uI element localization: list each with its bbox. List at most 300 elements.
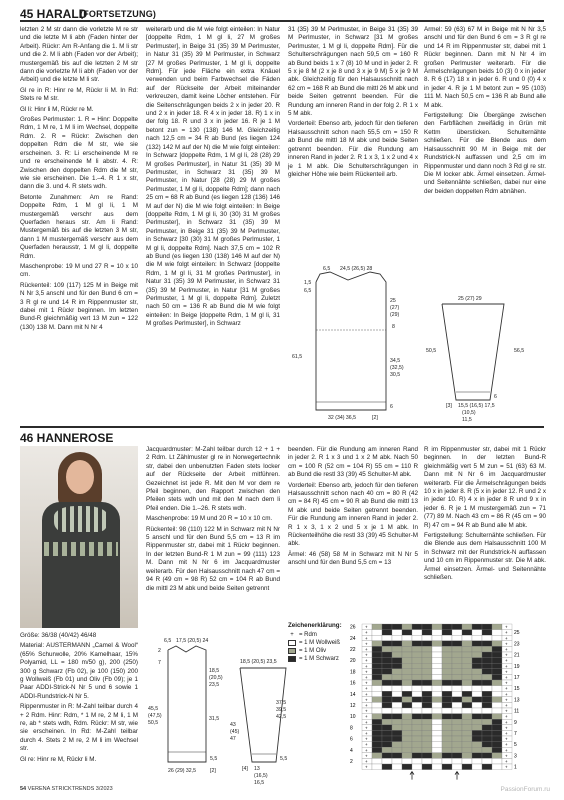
paragraph: Gl li: Hinr li M, Rückr re M. <box>20 105 94 113</box>
chart-cell <box>432 719 442 725</box>
swatch-olive <box>288 648 296 654</box>
row-number: 19 <box>514 663 520 670</box>
chart-cell <box>382 719 392 725</box>
chart-cell <box>412 669 422 675</box>
chart-cell <box>472 663 482 669</box>
section-subtitle: (FORTSETZUNG) <box>80 9 157 19</box>
chart-cell <box>462 691 472 697</box>
dim-label: [4] <box>242 766 248 772</box>
chart-cell <box>372 753 382 759</box>
chart-cell <box>372 674 382 680</box>
row-number: 1 <box>514 764 517 771</box>
dim-label: 1,5 <box>304 280 312 286</box>
edge-stitch-mark: + <box>365 703 368 708</box>
chart-cell <box>412 630 422 636</box>
chart-cell <box>462 680 472 686</box>
chart-cell <box>382 747 392 753</box>
chart-cell <box>372 624 382 630</box>
chart-cell <box>482 714 492 720</box>
edge-stitch-mark: + <box>505 669 508 675</box>
chart-cell <box>432 663 442 669</box>
chart-cell <box>412 736 422 742</box>
dim-label: 50,5 <box>426 348 437 354</box>
edge-stitch-mark: + <box>365 759 368 764</box>
chart-cell <box>482 753 492 759</box>
chart-cell <box>432 730 442 736</box>
chart-cell <box>422 669 432 675</box>
chart-cell <box>482 669 492 675</box>
chart-cell <box>462 714 472 720</box>
chart-cell <box>402 635 412 641</box>
chart-cell <box>382 742 392 748</box>
chart-cell <box>452 635 462 641</box>
chart-cell <box>432 669 442 675</box>
jacquard-chart <box>350 622 526 782</box>
edge-stitch-mark: + <box>365 742 368 748</box>
chart-cell <box>402 764 412 770</box>
chart-cell <box>462 736 472 742</box>
chart-cell <box>482 635 492 641</box>
legend-item <box>288 639 348 647</box>
chart-cell <box>452 736 462 742</box>
instructions-column-1 <box>20 26 138 418</box>
chart-cell <box>412 725 422 731</box>
dim-label: 25 (27) 29 <box>458 296 482 302</box>
dim-label: 50,5 <box>148 720 159 726</box>
chart-cell <box>412 758 422 764</box>
chart-cell <box>462 624 472 630</box>
paragraph: Größe: 36/38 (40/42) 46/48 <box>20 632 97 639</box>
paragraph: Rückenteil: 98 (110) 122 M in Schwarz mit N Nr 5 anschl und für den Bund 5,5 cm = 13 R im Rippenmuster str, dabei mit 1 Rückr beginnen. In der letzten Bund-R 1 M zun = 99 (111) 123 M. Dann mit N Nr 6 im Jacquardmuster weiterarb. Für den Halsausschnitt nach 47 cm = 94 R (49 cm = 98 R) 52 cm = 104 R ab Bund die mittl 23 M abk und beide Seiten getrennt <box>146 525 280 592</box>
chart-cell <box>432 725 442 731</box>
chart-cell <box>372 663 382 669</box>
edge-stitch-mark: + <box>505 686 508 692</box>
chart-cell <box>402 697 412 703</box>
chart-cell <box>492 697 502 703</box>
chart-cell <box>382 753 392 759</box>
chart-cell <box>492 691 502 697</box>
edge-stitch-mark: + <box>505 708 508 714</box>
instructions-column-3 <box>288 26 418 222</box>
chart-cell <box>382 658 392 664</box>
chart-cell <box>432 630 442 636</box>
chart-cell <box>392 624 402 630</box>
dim-label: 30,5 <box>390 372 401 378</box>
dim-label: 56,5 <box>514 348 525 354</box>
chart-cell <box>442 669 452 675</box>
chart-cell <box>372 630 382 636</box>
chart-cell <box>482 624 492 630</box>
chart-cell <box>472 719 482 725</box>
chart-cell <box>492 646 502 652</box>
chart-cell <box>412 753 422 759</box>
edge-stitch-mark: + <box>365 736 368 742</box>
chart-cell <box>412 747 422 753</box>
harald-sleeve-schematic <box>424 292 546 424</box>
dim-label: 31,5 <box>209 716 220 722</box>
chart-cell <box>392 708 402 714</box>
chart-cell <box>452 669 462 675</box>
chart-cell <box>442 674 452 680</box>
instructions-column-2 <box>146 26 280 424</box>
chart-cell <box>412 652 422 658</box>
chart-legend <box>288 622 348 682</box>
chart-cell <box>372 708 382 714</box>
row-number: 7 <box>514 731 517 737</box>
chart-cell <box>422 635 432 641</box>
chart-cell <box>452 630 462 636</box>
chart-cell <box>372 742 382 748</box>
chart-cell <box>482 736 492 742</box>
chart-cell <box>412 674 422 680</box>
chart-cell <box>412 658 422 664</box>
dim-label: 15,5 (16,5) 17,5 <box>458 403 495 409</box>
page-footer <box>20 786 113 792</box>
chart-cell <box>492 753 502 759</box>
chart-cell <box>392 764 402 770</box>
edge-stitch-mark: + <box>505 731 508 736</box>
paragraph: 31 (35) 39 M Perlmuster, in Beige 31 (35) 39 M Perlmuster, in Schwarz [31 M großes Perlmuster, 1 M gl li, doppelte Rdm]. Für die Schulterschrägungen nach 59,5 cm = 160 R ab Bund beids 1 x 7 (8) 10 M und in jeder 2. R 5 x je 8 M (2 x je 8 und 3 x je 9 M) 5 x je 9 M abk. Gleichzeitig für den Halsausschnitt nach 62 cm = 168 R ab Bund die mittl 26 M abk und beide Seiten getrennt beenden. Für die Rundung am inneren Rand in der folg 2. R 1 x 5 M abk. <box>288 26 418 118</box>
edge-stitch-mark: + <box>505 764 508 770</box>
edge-stitch-mark: + <box>365 630 368 636</box>
chart-cell <box>402 753 412 759</box>
edge-stitch-mark: + <box>365 686 368 692</box>
chart-cell <box>462 702 472 708</box>
magazine-name: VERENA STRICKTRENDS 3/2023 <box>27 786 113 792</box>
chart-cell <box>392 747 402 753</box>
chart-cell <box>482 674 492 680</box>
paragraph: Rippenmuster in R: M-Zahl teilbar durch 4 + 2 Rdm. Hinr: Rdm, * 1 M re, 2 M li, 1 M re, ab * stets wdh, Rdm. Rückr: M str, wie sie erscheinen. In Rd: M-Zahl teilbar durch 4. Stets 2 M re, 2 M li im Wechsel str. <box>20 703 138 753</box>
chart-cell <box>492 730 502 736</box>
chart-cell <box>402 730 412 736</box>
chart-cell <box>382 635 392 641</box>
chart-cell <box>412 697 422 703</box>
chart-cell <box>422 747 432 753</box>
chart-cell <box>482 725 492 731</box>
chart-cell <box>492 669 502 675</box>
row-number: 3 <box>514 753 517 760</box>
section-title: 46 HANNEROSE <box>20 431 114 445</box>
chart-cell <box>412 714 422 720</box>
edge-stitch-mark: + <box>365 669 368 675</box>
chart-cell <box>442 725 452 731</box>
chart-cell <box>492 747 502 753</box>
chart-cell <box>402 742 412 748</box>
chart-cell <box>432 624 442 630</box>
chart-cell <box>452 719 462 725</box>
edge-stitch-mark: + <box>365 652 368 658</box>
chart-cell <box>432 680 442 686</box>
paragraph: Maschenprobe: 19 M und 20 R = 10 x 10 cm. <box>146 515 273 523</box>
chart-cell <box>452 674 462 680</box>
section-header-46 <box>20 426 544 445</box>
edge-stitch-mark: + <box>505 652 508 658</box>
chart-cell <box>392 714 402 720</box>
chart-cell <box>412 641 422 647</box>
chart-cell <box>372 652 382 658</box>
row-number: 8 <box>350 725 353 732</box>
chart-cell <box>462 630 472 636</box>
paragraph: Betonte Zunahmen: Am re Rand: Doppelte Rdm, 1 M gl li, 1 M mustergemäß verschr aus dem Querfaden heraus str. Am li Rand: Mustergemäß bis auf die letzten 3 M str, dann 1 M mustergemäß verschr aus dem Querfaden herausstr, 1 M gl li, doppelte Rdm. <box>20 193 138 260</box>
chart-cell <box>402 714 412 720</box>
chart-cell <box>452 646 462 652</box>
watermark: PassionForum.ru <box>500 786 550 793</box>
dim-label: 24,5 (26,5) 28 <box>340 266 373 272</box>
chart-cell <box>492 680 502 686</box>
chart-cell <box>462 663 472 669</box>
chart-cell <box>492 758 502 764</box>
row-number: 2 <box>350 759 353 765</box>
paragraph: Material: AUSTERMANN „Camel & Wool“ (65% Schurwolle, 20% Kamelhaar, 15% Polyamid, LL = 180 m/50 g), 200 (250) 300 g Schwarz (Fb 02), je 100 (150) 200 g Wollweiß (Fb 01) und Oliv (Fb 09); je 1 Paar ADDI-Strick-N Nr 5 und 6 sowie 1 ADDI-Rundstrick-N Nr 5. <box>20 642 138 700</box>
dim-label: (45) <box>230 729 240 735</box>
chart-cell <box>372 686 382 692</box>
edge-stitch-mark: + <box>505 691 508 697</box>
chart-cell <box>432 646 442 652</box>
chart-cell <box>462 674 472 680</box>
chart-cell <box>412 686 422 692</box>
chart-cell <box>402 702 412 708</box>
chart-cell <box>422 753 432 759</box>
chart-cell <box>432 736 442 742</box>
chart-cell <box>472 674 482 680</box>
chart-cell <box>472 697 482 703</box>
row-number: 26 <box>350 624 356 631</box>
chart-cell <box>492 658 502 664</box>
chart-cell <box>492 736 502 742</box>
chart-cell <box>432 658 442 664</box>
chart-cell <box>402 646 412 652</box>
chart-cell <box>442 758 452 764</box>
chart-cell <box>462 758 472 764</box>
chart-cell <box>392 758 402 764</box>
chart-cell <box>442 708 452 714</box>
edge-stitch-symbol: + <box>290 632 294 638</box>
chart-cell <box>472 742 482 748</box>
chart-cell <box>382 730 392 736</box>
dim-label: 6,5 <box>323 266 331 272</box>
chart-cell <box>462 708 472 714</box>
chart-cell <box>442 719 452 725</box>
chart-cell <box>372 719 382 725</box>
edge-stitch-mark: + <box>505 663 508 669</box>
materials-column <box>20 632 138 778</box>
chart-cell <box>462 742 472 748</box>
dim-label: (20,5) <box>209 675 223 681</box>
chart-cell <box>482 730 492 736</box>
chart-cell <box>402 719 412 725</box>
chart-cell <box>382 646 392 652</box>
chart-cell <box>392 641 402 647</box>
chart-cell <box>432 708 442 714</box>
chart-cell <box>372 669 382 675</box>
edge-stitch-mark: + <box>505 759 508 764</box>
chart-cell <box>382 663 392 669</box>
legend-item <box>288 655 348 663</box>
chart-cell <box>372 714 382 720</box>
chart-cell <box>372 646 382 652</box>
instructions-column-6 <box>288 446 418 620</box>
dim-label: 42,5 <box>276 714 287 720</box>
chart-cell <box>382 686 392 692</box>
edge-stitch-mark: + <box>365 725 368 731</box>
chart-cell <box>432 674 442 680</box>
chart-cell <box>472 758 482 764</box>
edge-stitch-mark: + <box>365 624 368 630</box>
chart-cell <box>412 719 422 725</box>
chart-cell <box>492 764 502 770</box>
paragraph: Ärmel: 59 (63) 67 M in Beige mit N Nr 3,5 anschl und für den Bund 6 cm = 3 R gl re und 14 R im Rippenmuster str, dabei mit 1 Rückr beginnen. Dann mit N Nr 4 im großen Perlmuster weiterarb. Für die Ärmelschrägungen beids 10 (3) 0 x in jeder 8. R 6 (17) 18 x in jeder 6. R und 0 (0) 4 x in jeder 4. R je 1 M betont zun = 95 (103) 111 M. Nach 50,5 cm = 136 R ab Bund alle M abk. <box>424 26 546 109</box>
dim-label: 61,5 <box>292 354 303 360</box>
row-number: 25 <box>514 630 520 637</box>
dim-label: 23,5 <box>209 682 220 688</box>
chart-cell <box>392 691 402 697</box>
dim-label: 25 <box>390 298 396 304</box>
dim-label: 8 <box>392 324 395 330</box>
chart-cell <box>412 691 422 697</box>
chart-cell <box>462 719 472 725</box>
edge-stitch-mark: + <box>505 624 508 630</box>
chart-cell <box>452 652 462 658</box>
chart-cell <box>452 758 462 764</box>
chart-cell <box>452 702 462 708</box>
paragraph: Ärmel: 46 (58) 58 M in Schwarz mit N Nr 5 anschl und für den Bund 5,5 cm = 13 <box>288 550 418 567</box>
paragraph: beenden. Für die Rundung am inneren Rand in jeder 2. R 1 x 3 und 1 x 2 M abk. Nach 50 cm = 100 R (52 cm = 104 R) 55 cm = 110 R ab Bund die restl 33 (39) 45 Schulter-M abk. <box>288 446 418 479</box>
row-number: 16 <box>350 680 356 687</box>
chart-cell <box>482 652 492 658</box>
chart-cell <box>452 725 462 731</box>
chart-cell <box>382 697 392 703</box>
edge-stitch-mark: + <box>365 635 368 641</box>
dim-label: 2 <box>158 648 161 654</box>
chart-cell <box>452 708 462 714</box>
chart-cell <box>472 641 482 647</box>
row-number: 20 <box>350 658 356 665</box>
chart-cell <box>462 747 472 753</box>
chart-cell <box>402 736 412 742</box>
chart-cell <box>392 736 402 742</box>
chart-cell <box>422 742 432 748</box>
chart-cell <box>422 652 432 658</box>
chart-cell <box>412 702 422 708</box>
chart-cell <box>402 674 412 680</box>
chart-cell <box>372 730 382 736</box>
swatch-black <box>288 656 296 662</box>
chart-cell <box>442 714 452 720</box>
chart-cell <box>432 758 442 764</box>
chart-cell <box>422 714 432 720</box>
dim-label: 11,5 <box>462 417 472 423</box>
chart-cell <box>372 641 382 647</box>
swatch-white <box>288 640 296 646</box>
row-number: 23 <box>514 641 520 648</box>
row-number: 22 <box>350 647 356 653</box>
row-number: 6 <box>350 736 353 743</box>
section-title: 45 HARALD <box>20 7 88 21</box>
edge-stitch-mark: + <box>505 753 508 759</box>
dim-label: (10,5) <box>462 410 476 416</box>
chart-cell <box>452 747 462 753</box>
chart-cell <box>402 680 412 686</box>
hannerose-body-schematic <box>146 636 226 786</box>
dim-label: 37,5 <box>276 700 287 706</box>
edge-stitch-mark: + <box>505 703 508 708</box>
dim-label: 6 <box>494 394 497 400</box>
chart-cell <box>452 764 462 770</box>
chart-cell <box>402 641 412 647</box>
dim-label: (32,5) <box>390 365 404 371</box>
chart-cell <box>492 641 502 647</box>
chart-cell <box>382 764 392 770</box>
chart-cell <box>472 652 482 658</box>
chart-cell <box>382 674 392 680</box>
paragraph: letzten 2 M str dann die vorletzte M re str und die letzte M li abh (Faden hinter der Arbeit). Rückr: Am R-Anfang die 1. M li str und die 2. M li abh (Faden vor der Arbeit); mustergemäß bis auf die letzten 2 M str dann die vorletzte M li abh (Faden vor der Arbeit) und die letzte M li str. <box>20 26 138 84</box>
chart-cell <box>422 764 432 770</box>
chart-cell <box>442 658 452 664</box>
chart-cell <box>482 691 492 697</box>
paragraph: Vorderteil: Ebenso arb, jedoch für den tieferen Halsausschnitt schon nach 40 cm = 80 R (42 cm = 84 R) 45 cm = 90 R ab Bund die mittl 13 M abk und beide Seiten getrennt beenden. Für die Rundung am inneren Rand in jeder 2. R 1 x 3, 1 x 2 und 5 x je 1 M abk. In Rückenteilhöhe die restl 33 (39) 45 Schulter-M abk. <box>288 481 418 548</box>
chart-cell <box>392 725 402 731</box>
chart-cell <box>462 764 472 770</box>
edge-stitch-mark: + <box>505 725 508 731</box>
chart-cell <box>492 630 502 636</box>
chart-cell <box>422 736 432 742</box>
chart-cell <box>372 725 382 731</box>
chart-cell <box>422 680 432 686</box>
chart-cell <box>432 702 442 708</box>
chart-cell <box>492 742 502 748</box>
chart-cell <box>432 714 442 720</box>
chart-cell <box>392 669 402 675</box>
chart-cell <box>442 764 452 770</box>
edge-stitch-mark: + <box>365 731 368 736</box>
chart-cell <box>402 758 412 764</box>
chart-cell <box>392 697 402 703</box>
paragraph: Gl re in R: Hinr re M, Rückr li M. In Rd: Stets re M str. <box>20 86 138 103</box>
edge-stitch-mark: + <box>505 658 508 664</box>
edge-stitch-mark: + <box>365 663 368 669</box>
chart-cell <box>452 663 462 669</box>
dim-label: (27) <box>390 305 400 311</box>
edge-stitch-mark: + <box>505 680 508 686</box>
chart-cell <box>442 646 452 652</box>
chart-cell <box>442 697 452 703</box>
chart-cell <box>372 635 382 641</box>
chart-cell <box>482 697 492 703</box>
edge-stitch-mark: + <box>365 680 368 686</box>
row-number: 12 <box>350 703 356 709</box>
chart-cell <box>382 708 392 714</box>
dim-label: 16,5 <box>254 780 265 786</box>
paragraph: Vorderteil: Ebenso arb, jedoch für den tieferen Halsausschnitt schon nach 55,5 cm = 150 R ab Bund die mittl 18 M abk und beide Seiten getrennt beenden. Für die Rundung am inneren Rand in jeder 2. R 1 x 3, 1 x 2 und 4 x je 1 M abk. Die Schulterschrägungen in gleicher Höhe wie beim Rückenteil arb. <box>288 120 418 178</box>
chart-cell <box>452 753 462 759</box>
chart-cell <box>482 630 492 636</box>
chart-cell <box>462 641 472 647</box>
chart-cell <box>382 641 392 647</box>
chart-cell <box>482 747 492 753</box>
edge-stitch-mark: + <box>505 742 508 748</box>
row-number: 5 <box>514 742 517 749</box>
chart-cell <box>472 725 482 731</box>
edge-stitch-mark: + <box>505 736 508 742</box>
chart-cell <box>402 624 412 630</box>
chart-cell <box>442 691 452 697</box>
chart-cell <box>372 758 382 764</box>
chart-cell <box>422 702 432 708</box>
paragraph: Großes Perlmuster: 1. R = Hinr: Doppelte Rdm, 1 M re, 1 M li im Wechsel, doppelte Rdm. 2. R = Rückr: Zwischen den doppelten Rdm die M str, wie sie erscheinen. 3. R: Li erscheinende M re und re erscheinende M li abstr. 4. R: Zwischen den doppelten Rdm die M str, wie sie erscheinen. Die 1.–4. R 1 x str, dann die 3. und 4. R stets wdh. <box>20 116 138 191</box>
chart-cell <box>472 658 482 664</box>
paragraph: Fertigstellung: Die Übergänge zwischen den Farbflächen zweifädig in Grün mit Kettm übersticken. Schulternähte schließen. Für die Blende aus dem Halsausschnitt 90 M in Beige mit der Rundstrick-N auffassen und 2,5 cm im Rippenmuster und dann noch 3 Rd gl re str. Die M locker abk. Ärmel einsetzen. Ärmel- und Seitennähte schließen, dabei nur eine der beiden doppelten Rdm abnähen. <box>424 112 546 195</box>
chart-svg <box>350 622 526 782</box>
